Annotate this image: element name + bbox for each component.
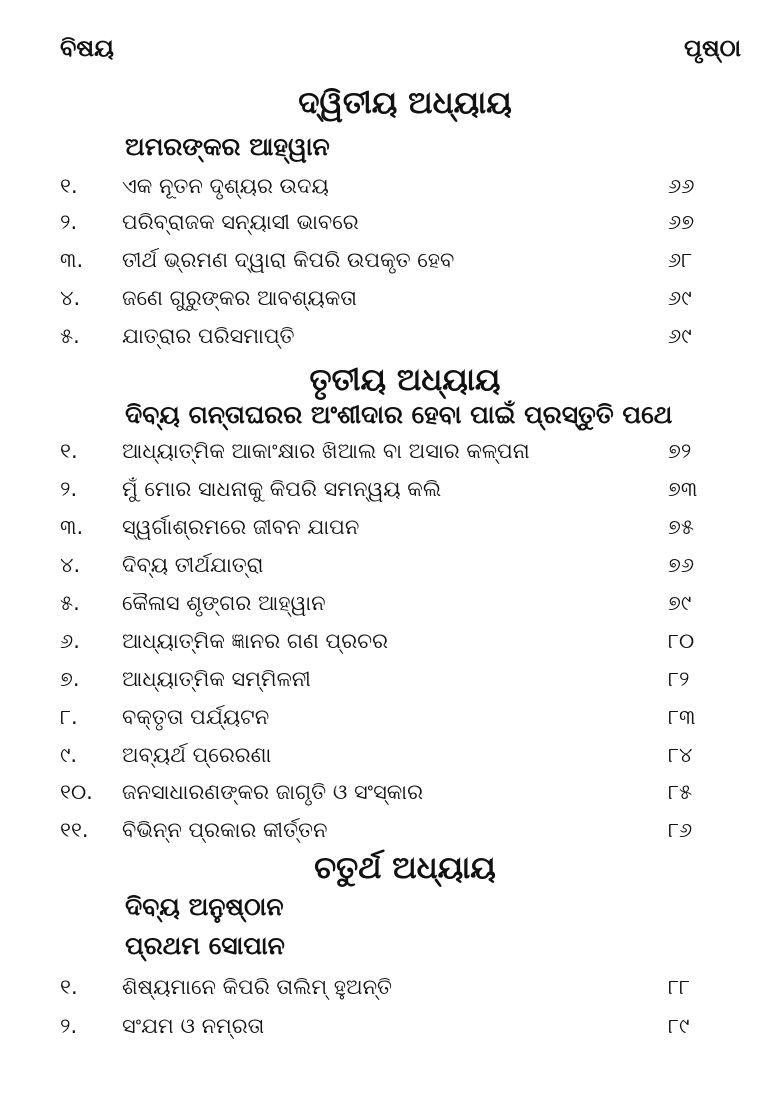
entry-page-number: ୬୭ [668,210,695,234]
entry-page-number: ୮୫ [668,780,693,804]
entry-title: ତୀର୍ଥ ଭ୍ରମଣ ଦ୍ୱାରା କିପରି ଉପକୃତ ହେବ [122,248,455,272]
entry-title: ଏକ ନୂତନ ଦୃଶ୍ୟର ଉଦୟ [122,174,329,198]
entry-number: ୮. [60,705,78,729]
entry-number: ୩. [60,515,84,539]
entry-page-number: ୮୪ [668,743,693,767]
entry-page-number: ୬୯ [668,286,692,310]
entry-number: ୨. [60,1014,78,1038]
entry-number: ୨. [60,477,78,501]
section-subtitle: ଦିବ୍ୟ ଅନୁଷ୍ଠାନ [125,892,284,921]
entry-page-number: ୮୨ [668,667,690,691]
entry-title: ବିଭିନ୍ନ ପ୍ରକାର କୀର୍ତ୍ତନ [122,818,328,842]
entry-title: ଆଧ୍ୟାତ୍ମିକ ସମ୍ମିଳନୀ [122,667,311,691]
entry-number: ୧. [60,975,78,999]
entry-page-number: ୮୯ [668,1014,690,1038]
entry-title: ମୁଁ ମୋର ସାଧନାକୁ କିପରି ସମନ୍ୱୟ କଲି [122,477,442,501]
entry-number: ୯. [60,743,78,767]
entry-page-number: ୮୦ [668,629,695,653]
entry-title: ସଂଯମ ଓ ନମ୍ରତା [122,1014,265,1038]
entry-number: ୪. [60,286,81,310]
entry-page-number: ୭୫ [668,515,694,539]
entry-title: ବକ୍ତୃତା ପର୍ଯ୍ୟଟନ [122,705,270,729]
entry-number: ୪. [60,553,81,577]
entry-number: ୬. [60,629,80,653]
entry-title: ଆଧ୍ୟାତ୍ମିକ ଆକାଂକ୍ଷାର ଖିଆଲ ବା ଅସାର କଳ୍ପନା [122,439,530,463]
entry-title: କୈଳାସ ଶୃଙ୍ଗର ଆହ୍ୱାନ [122,591,326,615]
entry-page-number: ୮୩ [668,705,696,729]
entry-number: ୫. [60,591,80,615]
section-subtitle: ପ୍ରଥମ ସୋପାନ [125,931,285,960]
entry-number: ୧. [60,439,78,463]
entry-number: ୨. [60,210,78,234]
chapter-title: ଦ୍ୱିତୀୟ ଅଧ୍ୟାୟ [298,85,512,121]
chapter-title: ତୃତୀୟ ଅଧ୍ୟାୟ [309,362,501,398]
entry-number: ୧. [60,174,78,198]
entry-title: ଶିଷ୍ୟମାନେ କିପରି ତାଲିମ୍ ହୁଅନ୍ତି [122,975,393,999]
page-column-label: ପୃଷ୍ଠା [684,34,742,62]
entry-page-number: ୭୯ [668,591,692,615]
entry-number: ୫. [60,324,80,348]
entry-title: ଅବ୍ୟର୍ଥ ପ୍ରେରଣା [122,743,272,767]
section-subtitle: ଅମରଙ୍କର ଆହ୍ୱାନ [125,132,330,161]
entry-title: ପରିବ୍ରାଜକ ସନ୍ୟାସୀ ଭାବରେ [122,210,359,234]
section-subtitle: ଦିବ୍ୟ ଗନ୍ତାଘରର ଅଂଶୀଦାର ହେବା ପାଇଁ ପ୍ରସ୍ତୁତି ପଥେ [125,400,673,429]
entry-title: ଆଧ୍ୟାତ୍ମିକ ଜ୍ଞାନର ଗଣ ପ୍ରଚର [122,629,388,653]
entry-page-number: ୬୮ [668,248,693,272]
entry-page-number: ୮୬ [668,818,693,842]
entry-number: ୧୦. [60,780,93,804]
entry-title: ସ୍ୱର୍ଗାଶ୍ରମରେ ଜୀବନ ଯାପନ [122,515,360,539]
entry-page-number: ୭୬ [668,553,695,577]
subject-column-label: ବିଷୟ [60,34,114,62]
entry-page-number: ୬୬ [668,174,695,198]
entry-number: ୩. [60,248,84,272]
chapter-title: ଚତୁର୍ଥ ଅଧ୍ୟାୟ [314,850,496,886]
entry-title: ଜନସାଧାରଣଙ୍କର ଜାଗୃତି ଓ ସଂସ୍କାର [122,780,423,804]
entry-title: ଜଣେ ଗୁରୁଙ୍କର ଆବଶ୍ୟକତା [122,286,357,310]
entry-number: ୧୧. [60,818,89,842]
entry-number: ୭. [60,667,80,691]
entry-title: ଦିବ୍ୟ ତୀର୍ଥଯାତ୍ରା [122,553,264,577]
entry-page-number: ୭୩ [668,477,698,501]
entry-page-number: ୬୯ [668,324,692,348]
entry-page-number: ୭୨ [668,439,692,463]
entry-page-number: ୮୮ [668,975,690,999]
entry-title: ଯାତ୍ରାର ପରିସମାପ୍ତି [122,324,295,348]
